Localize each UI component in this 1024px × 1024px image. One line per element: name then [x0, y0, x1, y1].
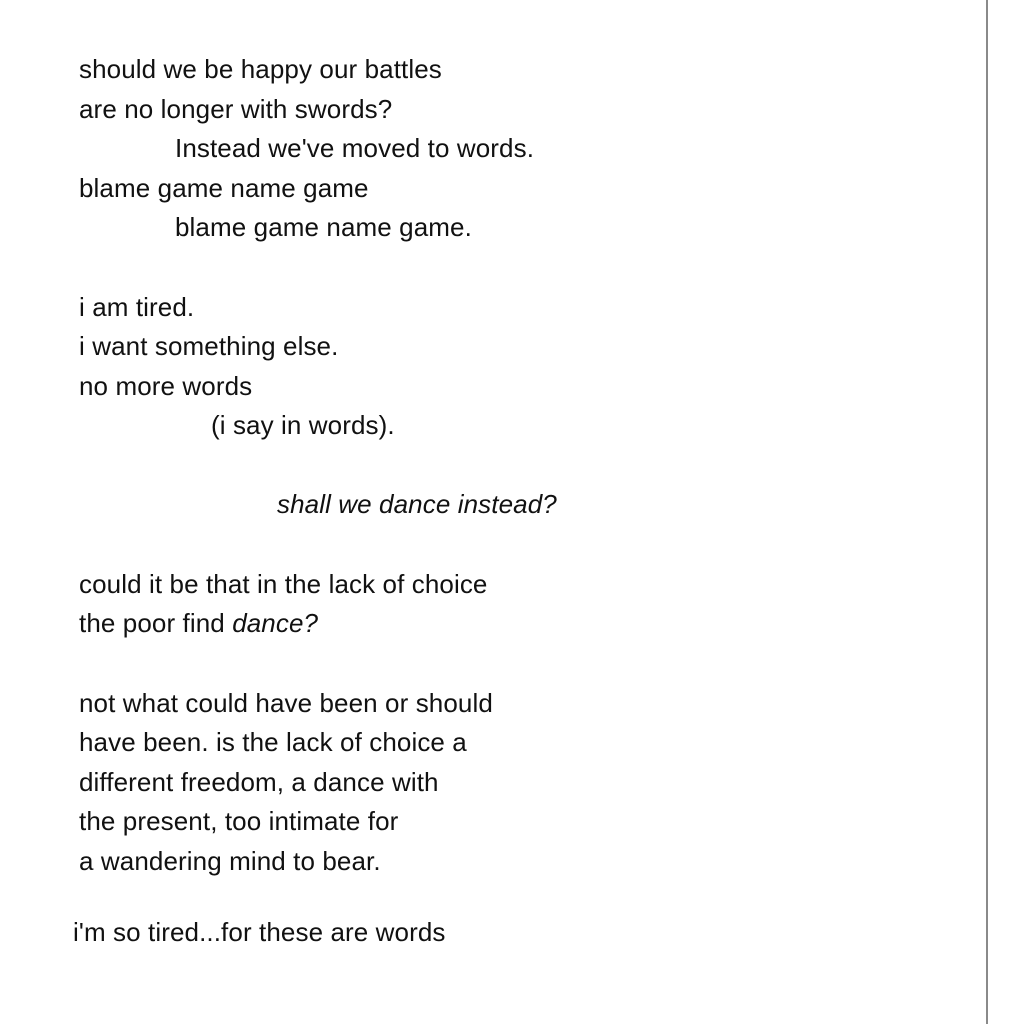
poem-line: the present, too intimate for — [79, 806, 399, 836]
poem-line: are no longer with swords? — [79, 94, 393, 124]
poem-line: i am tired. — [79, 292, 195, 322]
poem-line: different freedom, a dance with — [79, 767, 439, 797]
poem-line: should we be happy our battles — [79, 54, 442, 84]
poem-line: a wandering mind to bear. — [79, 846, 381, 876]
poem-line-italic: shall we dance instead? — [277, 489, 557, 519]
poem-line-indented: (i say in words). — [211, 410, 395, 440]
poem-line-text: the poor find — [79, 608, 233, 638]
closing-line: i'm so tired...for these are words — [73, 917, 446, 947]
poem-line: blame game name game — [79, 173, 369, 203]
page-edge-line — [986, 0, 988, 1024]
poem-line: not what could have been or should — [79, 688, 493, 718]
poem-line: no more words — [79, 371, 253, 401]
poem-line: i want something else. — [79, 331, 339, 361]
poem-line — [79, 608, 318, 638]
poem-line: have been. is the lack of choice a — [79, 727, 467, 757]
poem-line-indented: Instead we've moved to words. — [175, 133, 535, 163]
poem-italic-word: dance? — [232, 608, 319, 638]
poem-line: could it be that in the lack of choice — [79, 569, 488, 599]
poem-line-indented: blame game name game. — [175, 212, 472, 242]
